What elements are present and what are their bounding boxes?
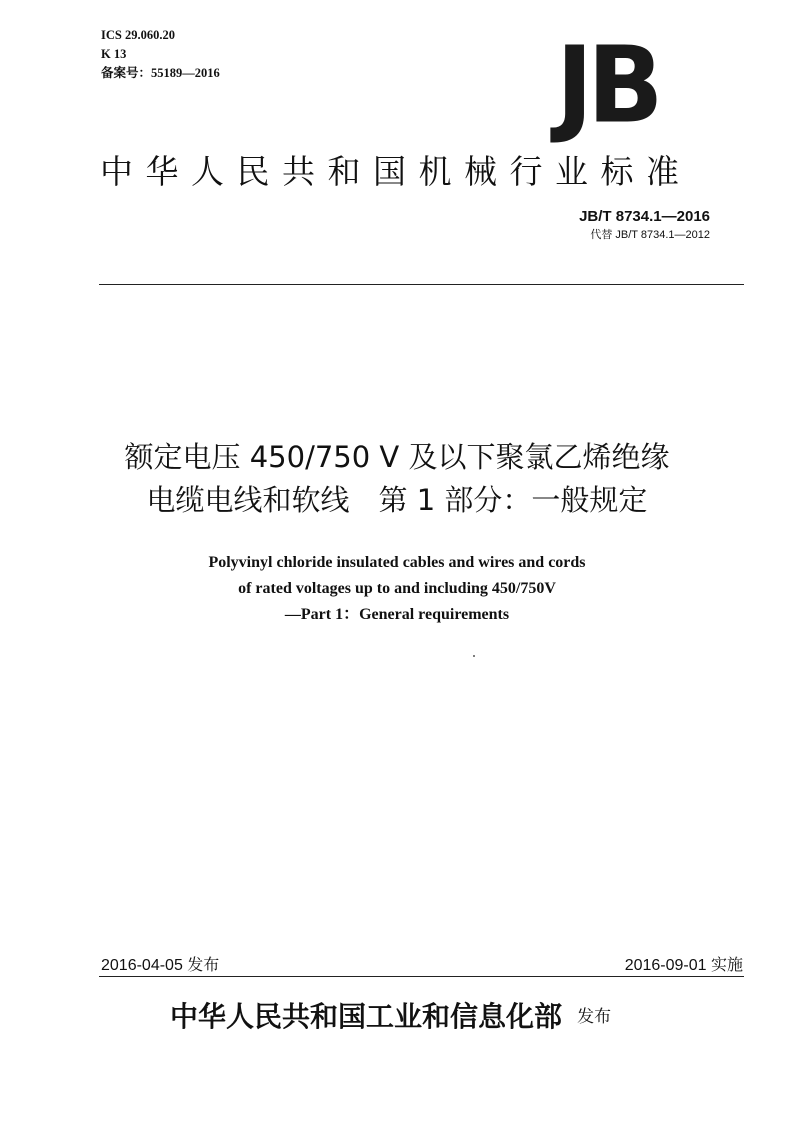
standard-category-title: 中华人民共和国机械行业标准 [100,152,692,191]
top-divider [99,284,744,285]
chinese-title-line-2: 电缆电线和软线 第 1 部分：一般规定 [146,483,648,517]
ccs-code: K 13 [101,47,127,61]
issuer-line [170,995,611,1035]
standard-code-block [579,207,710,243]
bottom-divider [99,976,744,977]
standard-code: JB/T 8734.1—2016 [579,208,710,225]
issuing-authority: 中华人民共和国工业和信息化部 [170,1000,563,1033]
english-title-line-2: of rated voltages up to and including 450/750V [238,580,556,597]
replaces-note: 代替 JB/T 8734.1—2012 [590,229,710,241]
classification-block [101,26,220,83]
filing-number: 备案号：55189—2016 [101,66,220,80]
issue-verb: 发布 [577,1007,612,1027]
jb-logo: JB [556,24,658,147]
scan-speck [473,655,475,657]
publish-date: 2016-04-05 发布 [101,957,220,974]
implementation-date: 2016-09-01 实施 [624,957,743,974]
ics-code: ICS 29.060.20 [101,28,175,42]
english-title-line-3: —Part 1：General requirements [284,606,510,623]
chinese-title-line-1: 额定电压 450/750 V 及以下聚氯乙烯绝缘 [124,440,670,474]
english-title-line-1: Polyvinyl chloride insulated cables and wires and cords [208,554,586,571]
